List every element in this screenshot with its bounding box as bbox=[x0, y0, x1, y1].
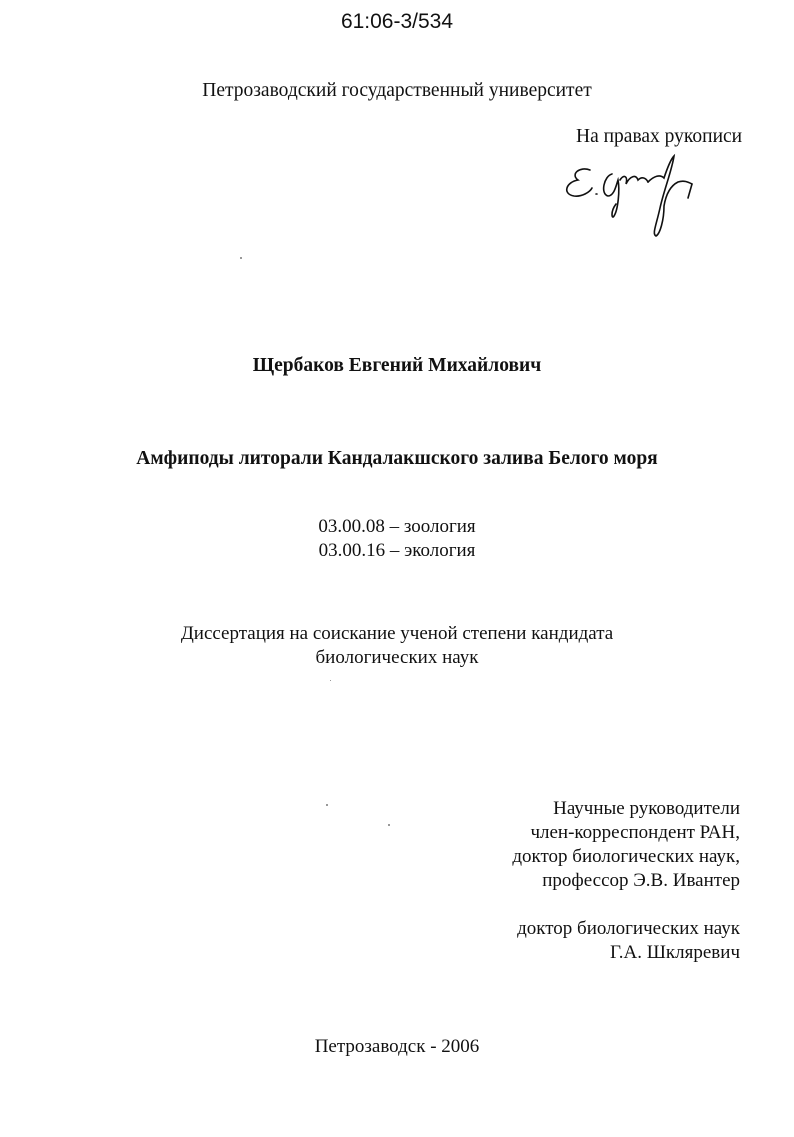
degree-line-1: Диссертация на соискание ученой степени кандидата bbox=[180, 623, 614, 644]
advisor-1-line-2: доктор биологических наук, bbox=[512, 846, 740, 867]
signature-icon bbox=[560, 150, 720, 240]
place-and-year: Петрозаводск - 2006 bbox=[314, 1036, 480, 1057]
manuscript-note: На правах рукописи bbox=[576, 126, 743, 147]
scan-speck bbox=[388, 824, 390, 826]
advisor-1-line-3: профессор Э.В. Ивантер bbox=[542, 870, 740, 891]
institution-name: Петрозаводский государственный университет bbox=[202, 80, 592, 101]
author-name: Щербаков Евгений Михайлович bbox=[252, 355, 542, 376]
advisor-1-line-1: член-корреспондент РАН, bbox=[530, 822, 740, 843]
advisors-heading: Научные руководители bbox=[553, 798, 740, 819]
degree-statement bbox=[0, 622, 794, 670]
scan-speck bbox=[240, 257, 242, 259]
catalog-number: 61:06-3/534 bbox=[340, 10, 454, 33]
specialties bbox=[0, 515, 794, 563]
advisors-block bbox=[512, 797, 740, 965]
specialty-zoology: 03.00.08 – зоология bbox=[318, 516, 476, 537]
dissertation-title: Амфиподы литорали Кандалакшского залива Белого моря bbox=[136, 448, 658, 469]
scan-speck bbox=[330, 680, 331, 681]
advisor-2-line-2: Г.А. Шкляревич bbox=[609, 942, 740, 963]
advisor-2-line-1: доктор биологических наук bbox=[517, 918, 740, 939]
degree-line-2: биологических наук bbox=[315, 647, 479, 668]
scan-speck bbox=[326, 804, 328, 806]
advisor-spacer bbox=[512, 893, 740, 917]
specialty-ecology: 03.00.16 – экология bbox=[318, 540, 476, 561]
